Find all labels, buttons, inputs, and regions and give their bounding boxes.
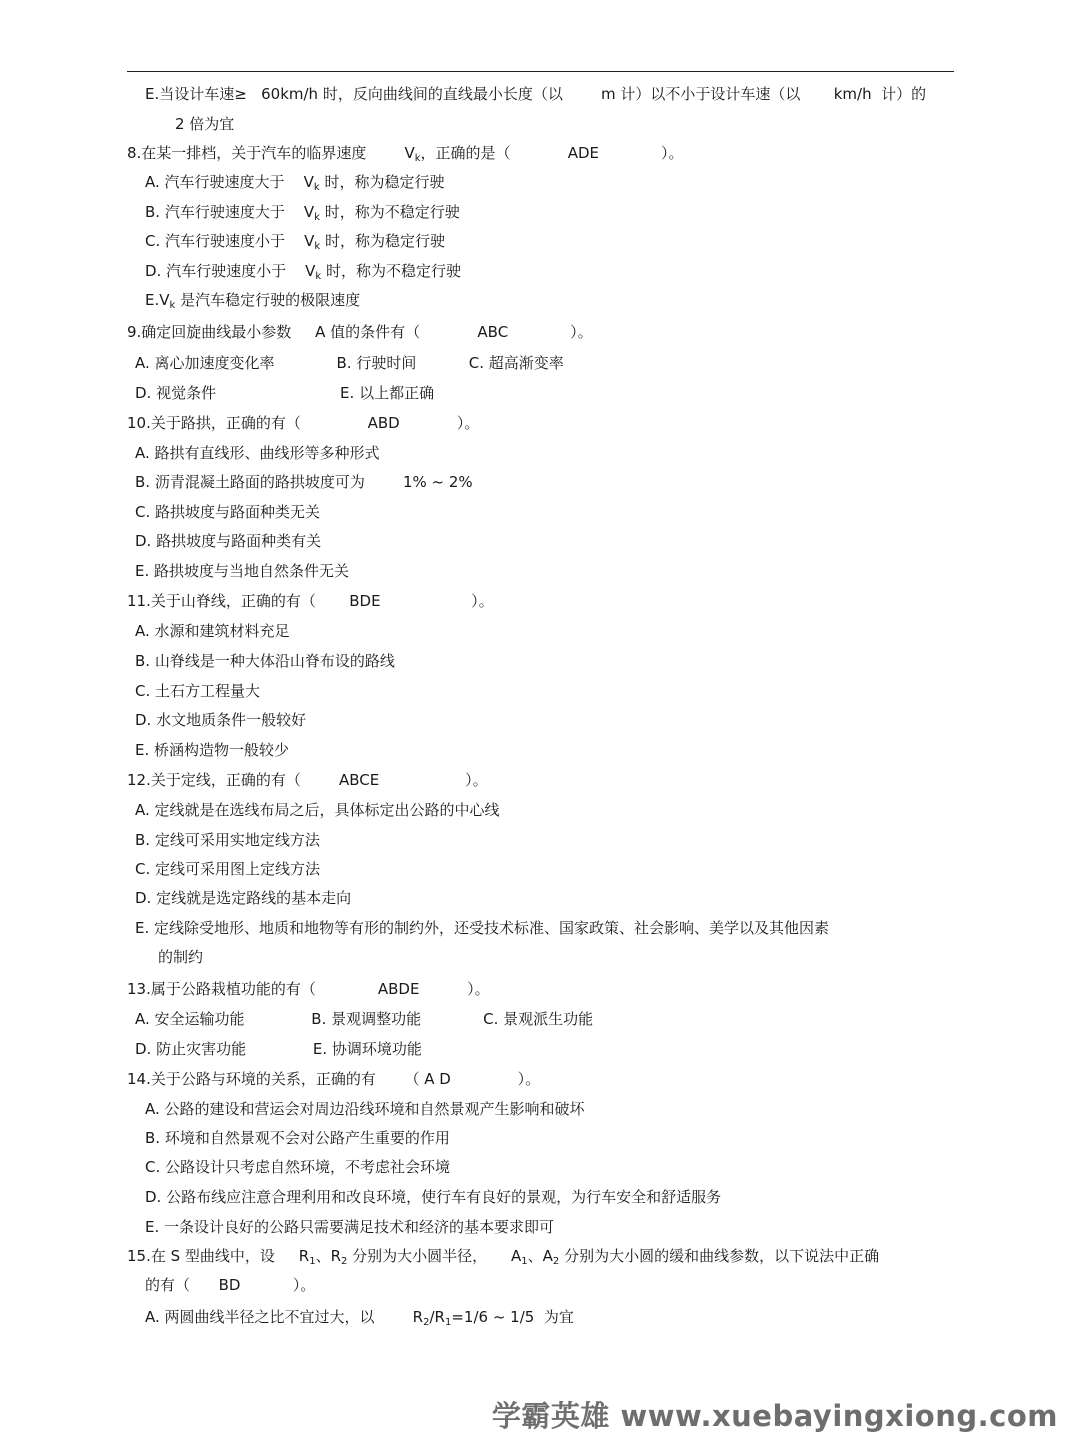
option-12e-cont: 的制约 [158, 948, 204, 966]
option-12c: C. 定线可采用图上定线方法 [135, 860, 321, 878]
option-8a: A. 汽车行驶速度大于 $V_k$ 时，称为稳定行驶 [145, 173, 445, 193]
option-14a: A. 公路的建设和营运会对周边沿线环境和自然景观产生影响和破坏 [145, 1100, 585, 1118]
option-11d: D. 水文地质条件一般较好 [135, 711, 307, 729]
option-12a: A. 定线就是在选线布局之后，具体标定出公路的中心线 [135, 801, 500, 819]
option-14d: D. 公路布线应注意合理利用和改良环境，使行车有良好的景观，为行车安全和舒适服务 [145, 1188, 722, 1206]
option-7e-cont: 2 倍为宜 [175, 115, 235, 133]
option-12d: D. 定线就是选定路线的基本走向 [135, 889, 352, 907]
question-10: 10.关于路拱，正确的有（ ABD ）。 [127, 414, 480, 432]
option-8e: $E.V_k$ 是汽车稳定行驶的极限速度 [145, 291, 361, 311]
option-8c: C. 汽车行驶速度小于 $V_k$ 时，称为稳定行驶 [145, 232, 445, 252]
option-10e: E. 路拱坡度与当地自然条件无关 [135, 562, 350, 580]
question-12: 12.关于定线，正确的有（ ABCE ）。 [127, 771, 488, 789]
option-15a: A. 两圆曲线半径之比不宜过大，以 $R_2/R_1=1/6$ ~ 1/5 为宜 [145, 1308, 574, 1328]
option-10d: D. 路拱坡度与路面种类有关 [135, 532, 322, 550]
option-7e: E.当设计车速≥ 60km/h 时，反向曲线间的直线最小长度（以 m 计）以不小于设计车速（以 km/h 计）的 [145, 85, 927, 103]
option-10a: A. 路拱有直线形、曲线形等多种形式 [135, 444, 380, 462]
option-11b: B. 山脊线是一种大体沿山脊布设的路线 [135, 652, 395, 670]
options-13-row2: D. 防止灾害功能 E. 协调环境功能 [135, 1040, 422, 1058]
option-14c: C. 公路设计只考虑自然环境，不考虑社会环境 [145, 1158, 451, 1176]
option-11e: E. 桥涵构造物一般较少 [135, 741, 290, 759]
question-9: 9.确定回旋曲线最小参数 A 值的条件有（ ABC ）。 [127, 323, 593, 341]
option-14e: E. 一条设计良好的公路只需要满足技术和经济的基本要求即可 [145, 1218, 555, 1236]
options-9-row2: D. 视觉条件 E. 以上都正确 [135, 384, 435, 402]
option-14b: B. 环境和自然景观不会对公路产生重要的作用 [145, 1129, 450, 1147]
option-10b: B. 沥青混凝土路面的路拱坡度可为 1% ~ 2% [135, 473, 473, 491]
options-13-row1: A. 安全运输功能 B. 景观调整功能 C. 景观派生功能 [135, 1010, 594, 1028]
question-13: 13.属于公路栽植功能的有（ ABDE ）。 [127, 980, 490, 998]
option-8b: B. 汽车行驶速度大于 $V_k$ 时，称为不稳定行驶 [145, 203, 460, 223]
option-11a: A. 水源和建筑材料充足 [135, 622, 290, 640]
options-9-row1: A. 离心加速度变化率 B. 行驶时间 C. 超高渐变率 [135, 354, 564, 372]
option-12e: E. 定线除受地形、地质和地物等有形的制约外，还受技术标准、国家政策、社会影响、美学以及其他因素 [135, 919, 830, 937]
question-15: 15.在 S 型曲线中，设 $R_1$、$R_2$ 分别为大小圆半径， $A_1$、$A_2$ 分别为大小圆的缓和曲线参数，以下说法中正确 [127, 1247, 880, 1267]
question-14: 14.关于公路与环境的关系，正确的有 （ A D ）。 [127, 1070, 541, 1088]
question-8: 8.在某一排档，关于汽车的临界速度 $V_k$，正确的是（ ADE ）。 [127, 144, 684, 164]
option-11c: C. 土石方工程量大 [135, 682, 261, 700]
option-12b: B. 定线可采用实地定线方法 [135, 831, 320, 849]
option-8d: D. 汽车行驶速度小于 $V_k$ 时，称为不稳定行驶 [145, 262, 462, 282]
option-10c: C. 路拱坡度与路面种类无关 [135, 503, 321, 521]
watermark: 学霸英雄 www.xuebayingxiong.com [491, 1399, 1058, 1433]
question-15-cont: 的有（ BD ）。 [145, 1276, 316, 1294]
header-rule [127, 71, 954, 72]
question-11: 11.关于山脊线，正确的有（ BDE ）。 [127, 592, 494, 610]
